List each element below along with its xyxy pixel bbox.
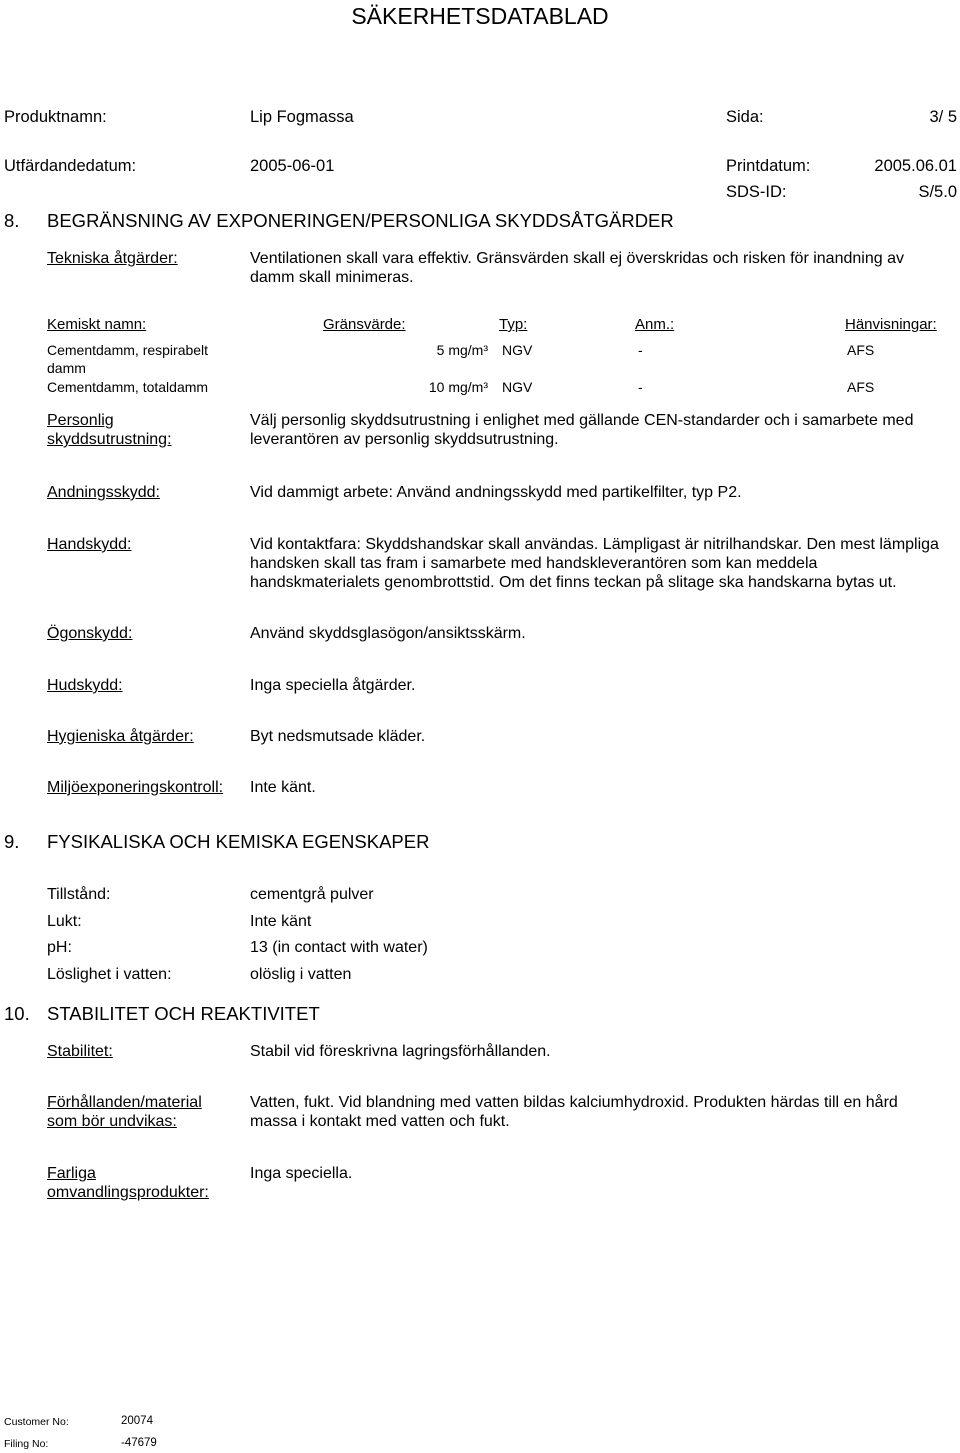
section-10-title: STABILITET OCH REAKTIVITET <box>47 1003 320 1024</box>
property-label: Löslighet i vatten: <box>47 966 172 983</box>
row-type: NGV <box>502 342 533 358</box>
sds-id-label: SDS-ID: <box>726 183 787 201</box>
section-8-number: 8. <box>4 210 20 231</box>
row-reference: AFS <box>847 342 875 358</box>
hygiene-measures-text: Byt nedsmutsade kläder. <box>250 728 426 745</box>
property-value: Inte känt <box>250 913 312 930</box>
row-chemical-name: Cementdamm, respirabelt damm <box>47 342 209 376</box>
respiratory-protection-label: Andningsskydd: <box>47 484 160 501</box>
row-limit: 5 mg/m³ <box>436 342 488 358</box>
page-value: 3/ 5 <box>929 108 957 126</box>
filing-number-label: Filing No: <box>4 1438 49 1450</box>
property-value: olöslig i vatten <box>250 966 352 983</box>
eye-protection-text: Använd skyddsglasögon/ansiktsskärm. <box>250 625 526 642</box>
sds-id-value: S/5.0 <box>918 183 957 201</box>
skin-protection-text: Inga speciella åtgärder. <box>250 677 416 694</box>
row-note: - <box>638 342 643 358</box>
row-type: NGV <box>502 379 533 395</box>
respiratory-protection-text: Vid dammigt arbete: Använd andningsskydd med partikelfilter, typ P2. <box>250 484 742 501</box>
row-limit: 10 mg/m³ <box>428 379 488 395</box>
environmental-control-text: Inte känt. <box>250 779 316 796</box>
hand-protection-text: Vid kontaktfara: Skyddshandskar skall användas. Lämpligast är nitrilhandskar. Den mest lämpliga handsken skall tas fram i samarbete med handskleverantören som kan meddela handskmaterialets genombrottstid. Om det finns teckan på slitage ska handskarna bytas ut. <box>250 536 939 591</box>
table-header-note: Anm.: <box>635 316 675 333</box>
stability-text: Stabil vid föreskrivna lagringsförhållanden. <box>250 1043 551 1060</box>
hand-protection-label: Handskydd: <box>47 536 132 553</box>
table-header-limit: Gränsvärde: <box>323 316 406 333</box>
conditions-to-avoid-text: Vatten, fukt. Vid blandning med vatten bildas kalciumhydroxid. Produkten härdas till en hård massa i kontakt med vatten och fukt. <box>250 1094 898 1130</box>
environmental-control-label: Miljöexponeringskontroll: <box>47 779 224 796</box>
customer-number-value: 20074 <box>121 1415 153 1427</box>
product-value: Lip Fogmassa <box>250 108 354 126</box>
stability-label: Stabilitet: <box>47 1043 113 1060</box>
property-value: 13 (in contact with water) <box>250 939 428 956</box>
page-label: Sida: <box>726 108 764 126</box>
document-title: SÄKERHETSDATABLAD <box>351 3 609 29</box>
conditions-to-avoid-label: Förhållanden/material som bör undvikas: <box>47 1094 202 1130</box>
section-8-title: BEGRÄNSNING AV EXPONERINGEN/PERSONLIGA SKYDDSÅTGÄRDER <box>47 210 674 231</box>
table-header-references: Hänvisningar: <box>845 316 937 333</box>
filing-number-value: -47679 <box>121 1437 157 1449</box>
print-date-value: 2005.06.01 <box>874 157 957 175</box>
product-label: Produktnamn: <box>4 108 107 126</box>
customer-number-label: Customer No: <box>4 1416 69 1428</box>
row-note: - <box>638 379 643 395</box>
table-header-chemical-name: Kemiskt namn: <box>47 316 147 333</box>
property-value: cementgrå pulver <box>250 886 374 903</box>
hygiene-measures-label: Hygieniska åtgärder: <box>47 728 194 745</box>
property-label: Lukt: <box>47 913 82 930</box>
section-9-number: 9. <box>4 831 20 852</box>
ppe-label: Personlig skyddsutrustning: <box>47 412 172 448</box>
issue-date-label: Utfärdandedatum: <box>4 157 137 175</box>
row-reference: AFS <box>847 379 875 395</box>
section-9-title: FYSIKALISKA OCH KEMISKA EGENSKAPER <box>47 831 430 852</box>
table-header-type: Typ: <box>499 316 528 333</box>
technical-measures-text: Ventilationen skall vara effektiv. Gränsvärden skall ej överskridas och risken för inandning av damm skall minimeras. <box>250 250 904 286</box>
skin-protection-label: Hudskydd: <box>47 677 123 694</box>
row-chemical-name: Cementdamm, totaldamm <box>47 379 209 395</box>
issue-date-value: 2005-06-01 <box>250 157 335 175</box>
hazardous-decomposition-label: Farliga omvandlingsprodukter: <box>47 1165 209 1201</box>
property-label: Tillstånd: <box>47 886 111 903</box>
property-label: pH: <box>47 939 72 956</box>
ppe-text: Välj personlig skyddsutrustning i enlighet med gällande CEN-standarder och i samarbete med leverantören av personlig skyddsutrustning. <box>250 412 914 448</box>
eye-protection-label: Ögonskydd: <box>47 625 133 642</box>
technical-measures-label: Tekniska åtgärder: <box>47 250 178 267</box>
print-date-label: Printdatum: <box>726 157 811 175</box>
section-10-number: 10. <box>4 1003 30 1024</box>
hazardous-decomposition-text: Inga speciella. <box>250 1165 353 1182</box>
